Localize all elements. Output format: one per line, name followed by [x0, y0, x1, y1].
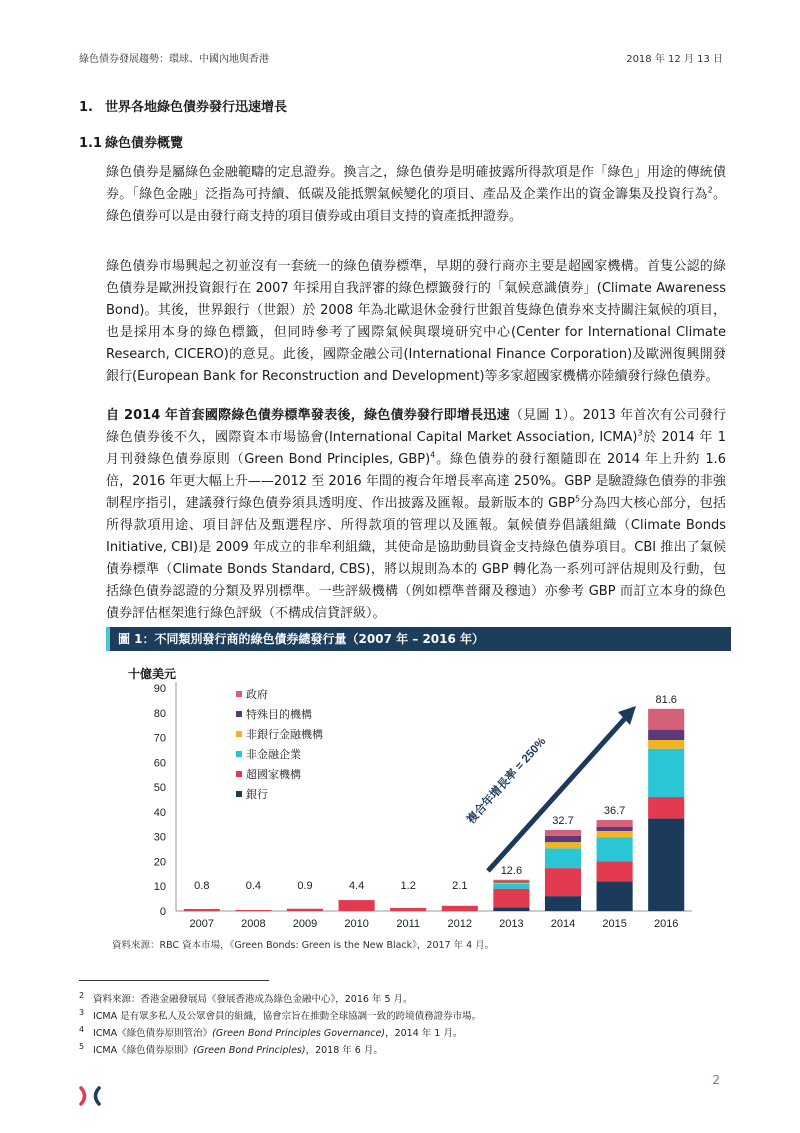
footnote: [79, 991, 413, 1005]
paragraph-1-text: 綠色債券是屬綠色金融範疇的定息證券。換言之，綠色債券是明確披露所得款項是作「綠色」用途的傳統債券。「綠色金融」泛指為可持續、低碳及能抵禦氣候變化的項目、產品及企業作出的資金籌集及投資行為: [106, 165, 726, 202]
bar-segment-4: [545, 836, 581, 842]
footnote-ref-4[interactable]: 4: [430, 450, 436, 460]
section-heading: [79, 96, 287, 115]
footnote-text: [93, 1042, 383, 1056]
data-label: 81.6: [655, 693, 677, 706]
paragraph-3: [106, 405, 726, 625]
footnote-number: 5: [79, 1042, 85, 1051]
bar-segment-5: [597, 820, 633, 827]
footnote-ref-3[interactable]: 3: [637, 428, 643, 438]
bar-segment-0: [648, 819, 684, 911]
paragraph-3-text-a: （見圖 1）。2013 年首次有公司發行綠色債券後不久，國際資本市場協會(International Capital Market Association, ICMA): [106, 408, 726, 445]
y-tick-label: 50: [153, 782, 166, 795]
bar-segment-5: [493, 880, 529, 881]
data-label: 2.1: [452, 880, 468, 892]
y-tick-label: 20: [153, 856, 166, 869]
section-number: 1.: [79, 100, 93, 115]
y-axis-label: 十億美元: [128, 667, 177, 681]
bar-segment-3: [545, 842, 581, 848]
footnote-text-italic: (Green Bond Principles): [193, 1045, 306, 1056]
x-tick-label: 2011: [396, 918, 421, 930]
bar-segment-5: [545, 830, 581, 836]
footnote-text-pre: ICMA《綠色債券原則》: [93, 1045, 194, 1056]
subsection-heading: [79, 132, 183, 151]
legend-swatch: [236, 711, 242, 717]
data-label: 0.8: [194, 880, 210, 892]
bar-segment-1: [287, 909, 323, 911]
bar-segment-1: [339, 900, 375, 911]
bar-segment-1: [235, 910, 271, 911]
header-date: 2018 年 12 月 13 日: [626, 54, 723, 65]
bar-segment-0: [597, 881, 633, 911]
hkex-logo-icon: [79, 1085, 101, 1107]
footnote-number: 3: [79, 1008, 85, 1017]
data-label: 0.4: [245, 880, 262, 892]
bar-segment-3: [493, 883, 529, 884]
footnote-text-post: ，2014 年 1 月。: [385, 1028, 463, 1039]
bar-segment-0: [545, 896, 581, 911]
bar-segment-4: [597, 827, 633, 831]
y-tick-label: 90: [153, 683, 166, 695]
bar-segment-2: [545, 848, 581, 868]
y-tick-label: 0: [159, 906, 166, 918]
paragraph-1: [106, 162, 726, 228]
footnote-text-pre: ICMA《綠色債券原則管治》: [93, 1028, 213, 1039]
bar-segment-3: [648, 740, 684, 749]
footnote: [79, 1008, 481, 1022]
bar-segment-3: [597, 831, 633, 837]
legend-swatch: [236, 731, 242, 737]
footnote-number: 2: [79, 991, 85, 1000]
bar-segment-1: [545, 868, 581, 896]
bar-segment-1: [442, 906, 478, 911]
chart-source: 資料來源：RBC 資本市場，《Green Bonds: Green is the New Black》，2017 年 4 月。: [112, 940, 495, 951]
footnote-text: [93, 1025, 462, 1039]
stacked-bar-chart: [106, 658, 731, 936]
figure-title: 圖 1：不同類別發行商的綠色債券總發行量（2007 年 – 2016 年）: [118, 632, 485, 646]
y-tick-label: 10: [153, 881, 166, 894]
bar-segment-1: [493, 889, 529, 908]
footnote-text-italic: (Green Bond Principles Governance): [212, 1028, 386, 1039]
legend-swatch: [236, 771, 242, 777]
x-tick-label: 2008: [241, 918, 266, 930]
footnote-number: 4: [79, 1025, 85, 1034]
data-label: 36.7: [603, 805, 626, 818]
legend-label: 超國家機構: [246, 769, 301, 781]
footnote-ref-2[interactable]: 2: [707, 185, 713, 195]
paragraph-3-text-c: 。綠色債券的發行額隨即在 2014 年上升約 1.6 倍，2016 年更大幅上升——2012 至 2016 年間的複合年增長率高達 250%。GBP 是驗證綠色債券的非強制程序指引，建議發行綠色債券須具透明度、作出披露及匯報。最新版本的 GBP: [106, 452, 726, 511]
figure-title-accent: [106, 627, 110, 651]
data-label: 1.2: [400, 880, 416, 892]
paragraph-3-text-d: 分為四大核心部分，包括所得款項用途、項目評估及甄選程序、所得款項的管理以及匯報。氣候債券倡議組織（Climate Bonds Initiative, CBI)是 2009 年成立的非牟利組織，其使命是協助動員資金支持綠色債券項目。CBI 推出了氣候債券標準（Climate Bonds Standard, CBS)，將以規則為本的 GBP 轉化為一系列可評估規則及行動，包括綠色債券認證的分類及界別標準。一些評級機構（例如標準普爾及穆迪）亦參考 GBP 而訂立本身的綠色債券評估框架進行綠色評級（不構成信貸評級）。: [106, 496, 726, 621]
bar-segment-1: [390, 908, 426, 911]
legend-swatch: [236, 791, 242, 797]
legend-swatch: [236, 691, 242, 697]
x-tick-label: 2013: [499, 918, 524, 930]
data-label: 32.7: [552, 814, 574, 827]
data-label: 4.4: [348, 880, 365, 892]
footnote: [79, 1025, 462, 1039]
bar-segment-1: [648, 797, 684, 819]
legend-label: 銀行: [246, 789, 268, 801]
footnote: [79, 1042, 383, 1056]
x-tick-label: 2012: [447, 918, 473, 930]
bar-segment-0: [493, 907, 529, 911]
footnote-text-post: ，2018 年 6 月。: [305, 1045, 383, 1056]
page-number: 2: [712, 1073, 720, 1087]
footnote-ref-5[interactable]: 5: [574, 494, 581, 504]
paragraph-2: 綠色債券市場興起之初並沒有一套統一的綠色債券標準，早期的發行商亦主要是超國家機構。首隻公認的綠色債券是歐洲投資銀行在 2007 年採用自我評審的綠色標籤發行的「氣候意識債券」(Climate Awareness Bond)。其後，世界銀行（世銀）於 2008 年為北歐退休金發行世銀首隻綠色債券來支持關注氣候的項目，也是採用本身的綠色標籤，但同時參考了國際氣候與環境研究中心(Center for International Climate Research, CICERO)的意見。此後，國際金融公司(International Finance Corporation)及歐洲復興開發銀行(European Bank for Reconstruction and Development)等多家超國家機構亦陸續發行綠色債券。: [106, 259, 726, 384]
bar-segment-2: [597, 837, 633, 861]
y-tick-label: 30: [153, 831, 166, 844]
x-tick-label: 2009: [292, 918, 318, 930]
footnote-divider: [79, 980, 269, 981]
x-tick-label: 2016: [653, 918, 679, 930]
bar-segment-1: [184, 909, 220, 911]
data-label: 12.6: [500, 864, 523, 877]
bar-segment-1: [597, 861, 633, 881]
legend-swatch: [236, 751, 242, 757]
figure-title-bar: [106, 627, 731, 651]
legend-label: 非金融企業: [246, 749, 301, 761]
paragraph-1-text-end: 。綠色債券可以是由發行商支持的項目債券或由項目支持的資產抵押證券。: [106, 187, 726, 224]
y-tick-label: 80: [153, 707, 166, 720]
y-tick-label: 40: [153, 806, 166, 819]
section-title: 世界各地綠色債券發行迅速增長: [105, 100, 288, 115]
x-tick-label: 2014: [550, 918, 576, 930]
data-label: 0.9: [297, 880, 313, 892]
subsection-title: 綠色債券概覽: [105, 136, 184, 151]
y-tick-label: 70: [153, 732, 166, 745]
y-tick-label: 60: [153, 757, 166, 770]
footnote-text: ICMA 是有眾多私人及公眾會員的組織，協會宗旨在推動全球協調一致的跨境債務證券市場。: [93, 1011, 482, 1022]
bar-segment-4: [493, 881, 529, 882]
bar-segment-4: [648, 730, 684, 740]
x-tick-label: 2007: [189, 918, 215, 930]
legend-label: 非銀行金融機構: [246, 729, 323, 741]
legend-label: 特殊目的機構: [246, 709, 312, 721]
footnote-text: 資料來源：香港金融發展局《發展香港成為綠色金融中心》，2016 年 5 月。: [93, 994, 413, 1005]
subsection-number: 1.1: [79, 136, 103, 151]
growth-annotation: 複合年增長率 = 250%: [465, 735, 549, 827]
paragraph-3-text-b: 於 2014 年 1 月刊發綠色債券原則（Green Bond Principles, GBP): [106, 430, 726, 467]
x-tick-label: 2015: [602, 918, 627, 930]
x-tick-label: 2010: [344, 918, 369, 930]
bar-segment-2: [648, 749, 684, 797]
legend-label: 政府: [246, 689, 268, 701]
paragraph-3-lead: 自 2014 年首套國際綠色債券標準發表後，綠色債券發行即增長迅速: [106, 408, 510, 423]
bar-segment-5: [648, 709, 684, 730]
header-title: 綠色債券發展趨勢：環球、中國內地與香港: [79, 54, 269, 65]
bar-segment-2: [493, 884, 529, 889]
